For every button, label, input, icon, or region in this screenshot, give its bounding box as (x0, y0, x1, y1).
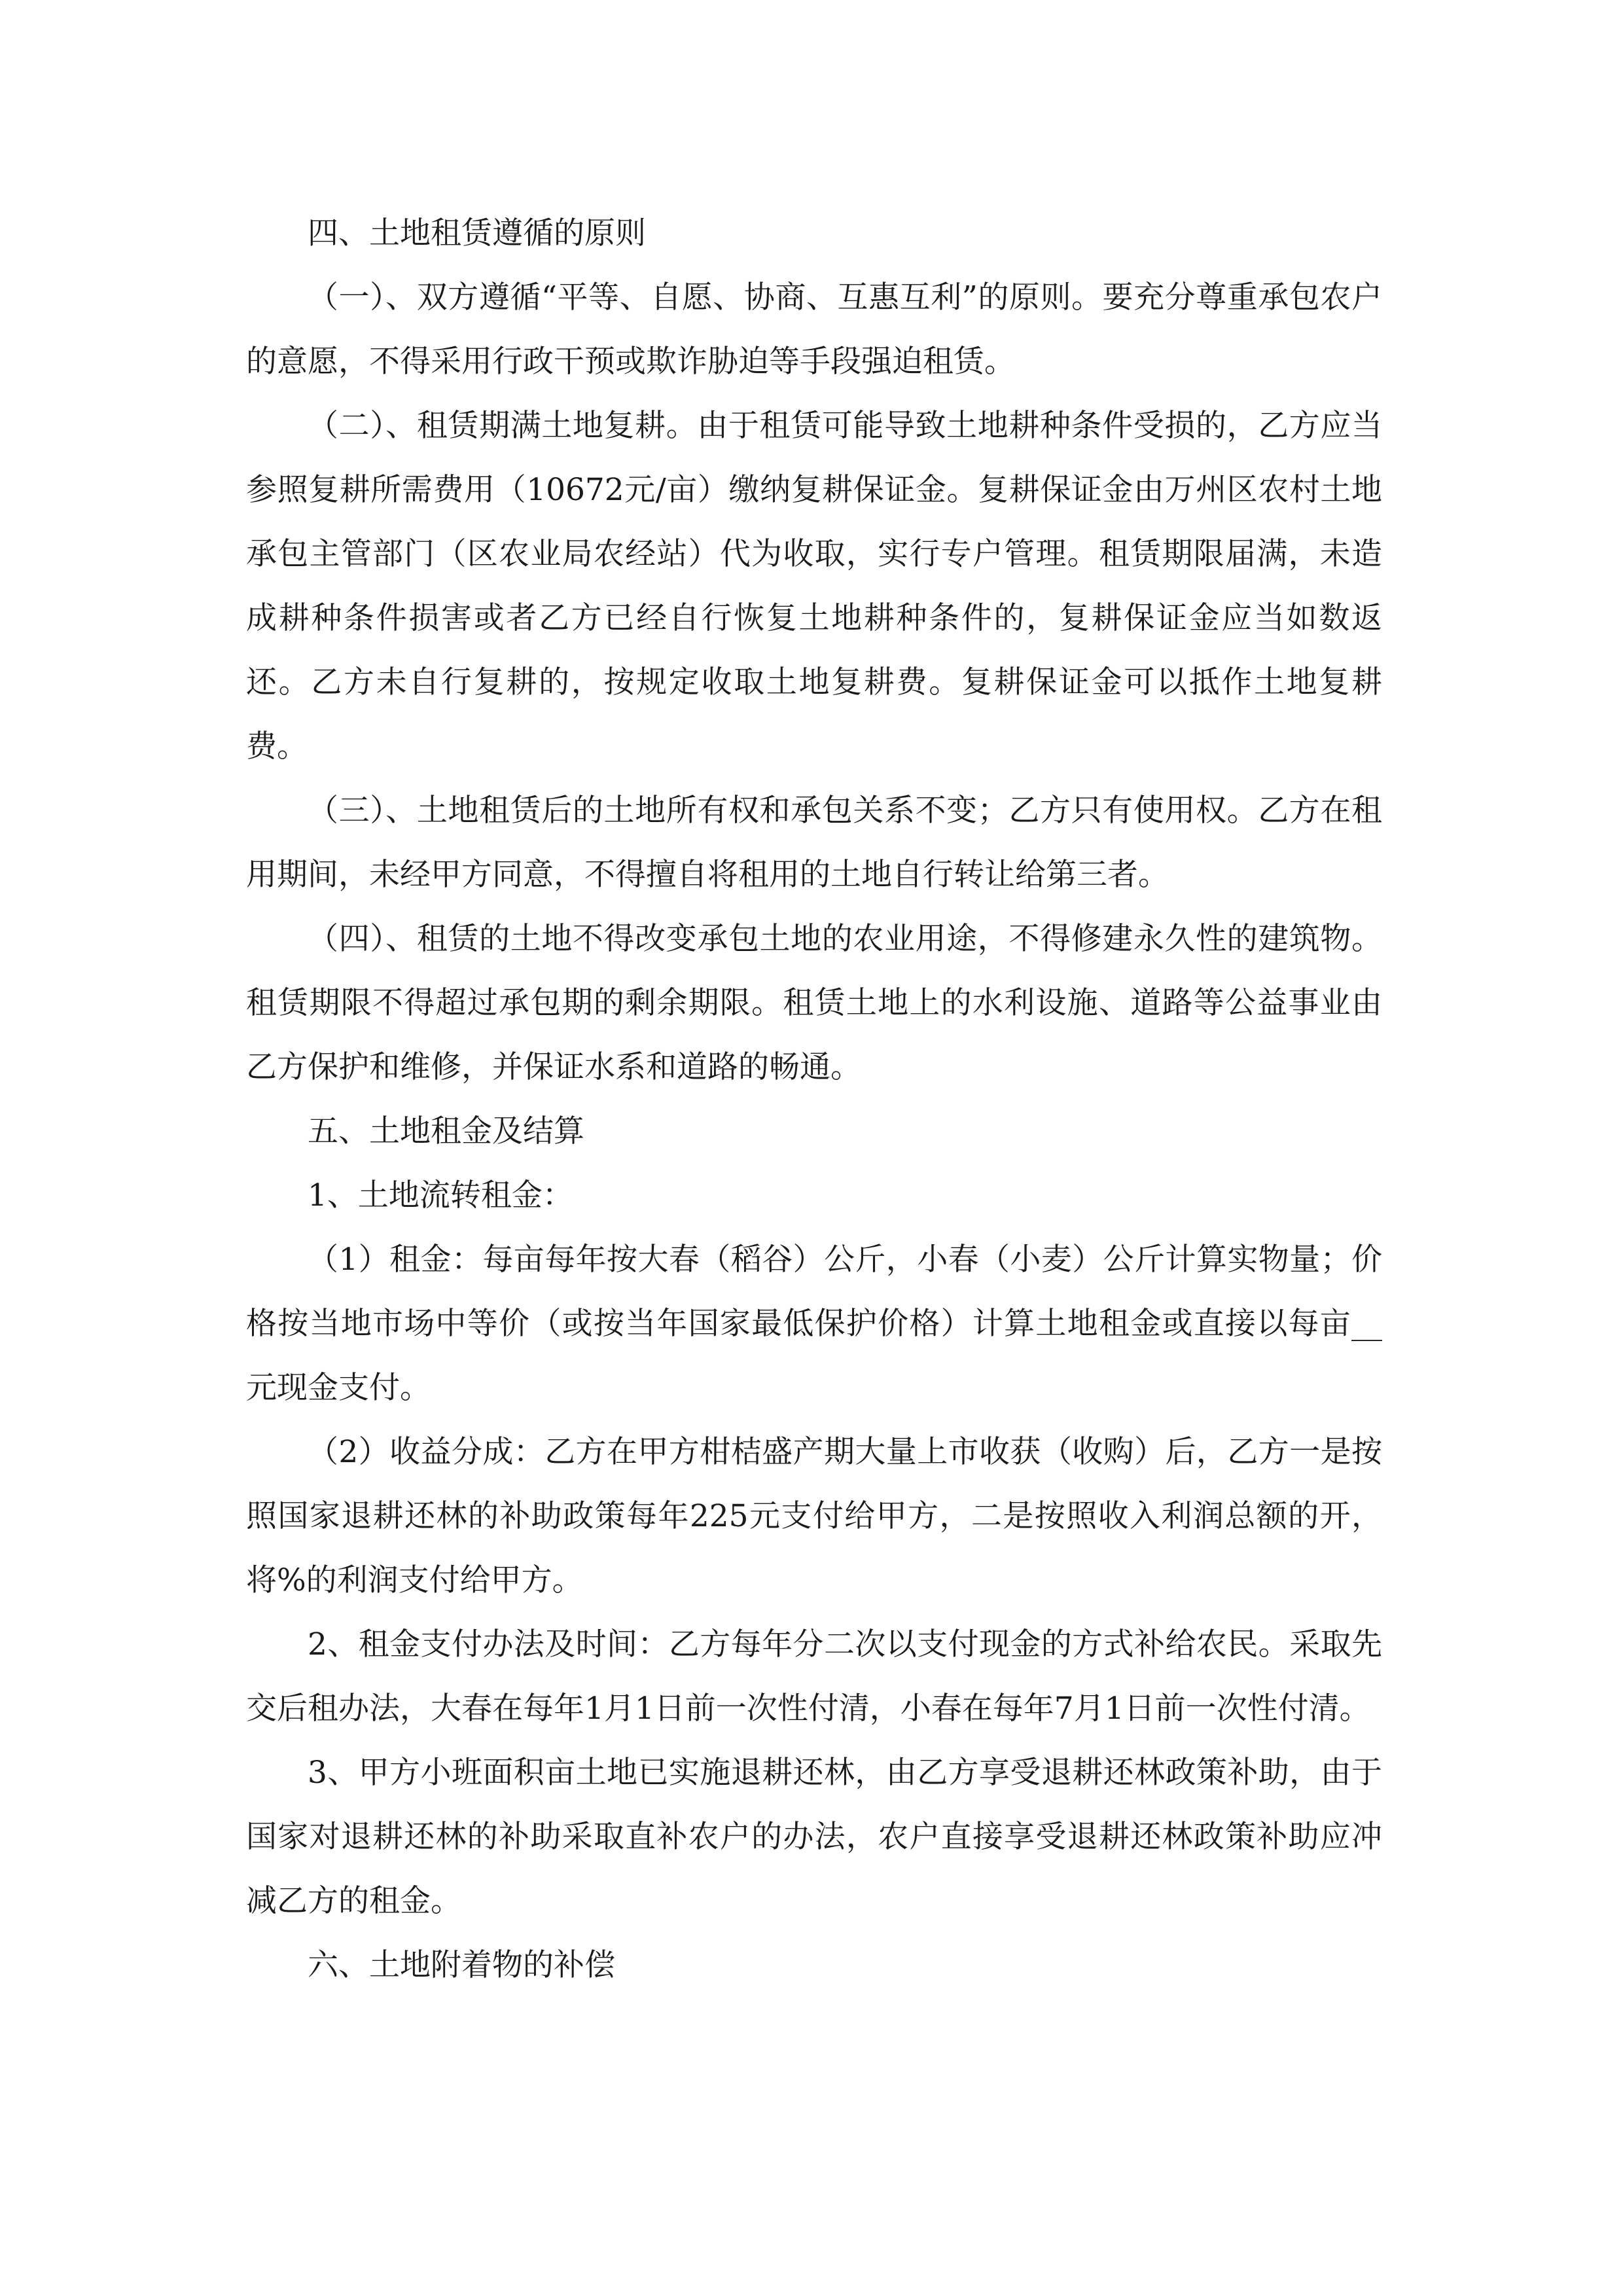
paragraph-4-3: （三）、土地租赁后的土地所有权和承包关系不变；乙方只有使用权。乙方在租用期间，未经甲方同意，不得擅自将租用的土地自行转让给第三者。 (246, 793, 1382, 893)
paragraph-4-4: （四）、租赁的土地不得改变承包土地的农业用途，不得修建永久性的建筑物。租赁期限不得超过承包期的剩余期限。租赁土地上的水利设施、道路等公益事业由乙方保护和维修，并保证水系和道路的畅通。 (246, 921, 1382, 1085)
paragraph-5-3: 3、甲方小班面积亩土地已实施退耕还林，由乙方享受退耕还林政策补助，由于国家对退耕还林的补助采取直补农户的办法，农户直接享受退耕还林政策补助应冲减乙方的租金。 (246, 1755, 1382, 1919)
section-heading-4: 四、土地租赁遵循的原则 (308, 215, 646, 251)
paragraph-4-2: （二）、租赁期满土地复耕。由于租赁可能导致土地耕种条件受损的，乙方应当参照复耕所需费用（10672元/亩）缴纳复耕保证金。复耕保证金由万州区农村土地承包主管部门（区农业局农经站）代为收取，实行专户管理。租赁期限届满，未造成耕种条件损害或者乙方已经自行恢复土地耕种条件的，复耕保证金应当如数返还。乙方未自行复耕的，按规定收取土地复耕费。复耕保证金可以抵作土地复耕费。 (246, 408, 1382, 764)
document-body (246, 202, 1382, 1998)
section-heading-6: 六、土地附着物的补偿 (308, 1947, 615, 1983)
paragraph-4-1: （一）、双方遵循“平等、自愿、协商、互惠互利”的原则。要充分尊重承包农户的意愿，不得采用行政干预或欺诈胁迫等手段强迫租赁。 (246, 279, 1382, 380)
paragraph-5-1: 1、土地流转租金： (308, 1177, 573, 1213)
paragraph-5-1-1: （1）租金：每亩每年按大春（稻谷）公斤，小春（小麦）公斤计算实物量；价格按当地市场中等价（或按当年国家最低保护价格）计算土地租金或直接以每亩__元现金支付。 (246, 1242, 1382, 1406)
paragraph-5-2: 2、租金支付办法及时间：乙方每年分二次以支付现金的方式补给农民。采取先交后租办法，大春在每年1月1日前一次性付清，小春在每年7月1日前一次性付清。 (246, 1626, 1382, 1727)
paragraph-5-1-2: （2）收益分成：乙方在甲方柑桔盛产期大量上市收获（收购）后，乙方一是按照国家退耕还林的补助政策每年225元支付给甲方，二是按照收入利润总额的开，将%的利润支付给甲方。 (246, 1434, 1382, 1598)
section-heading-5: 五、土地租金及结算 (308, 1113, 584, 1149)
